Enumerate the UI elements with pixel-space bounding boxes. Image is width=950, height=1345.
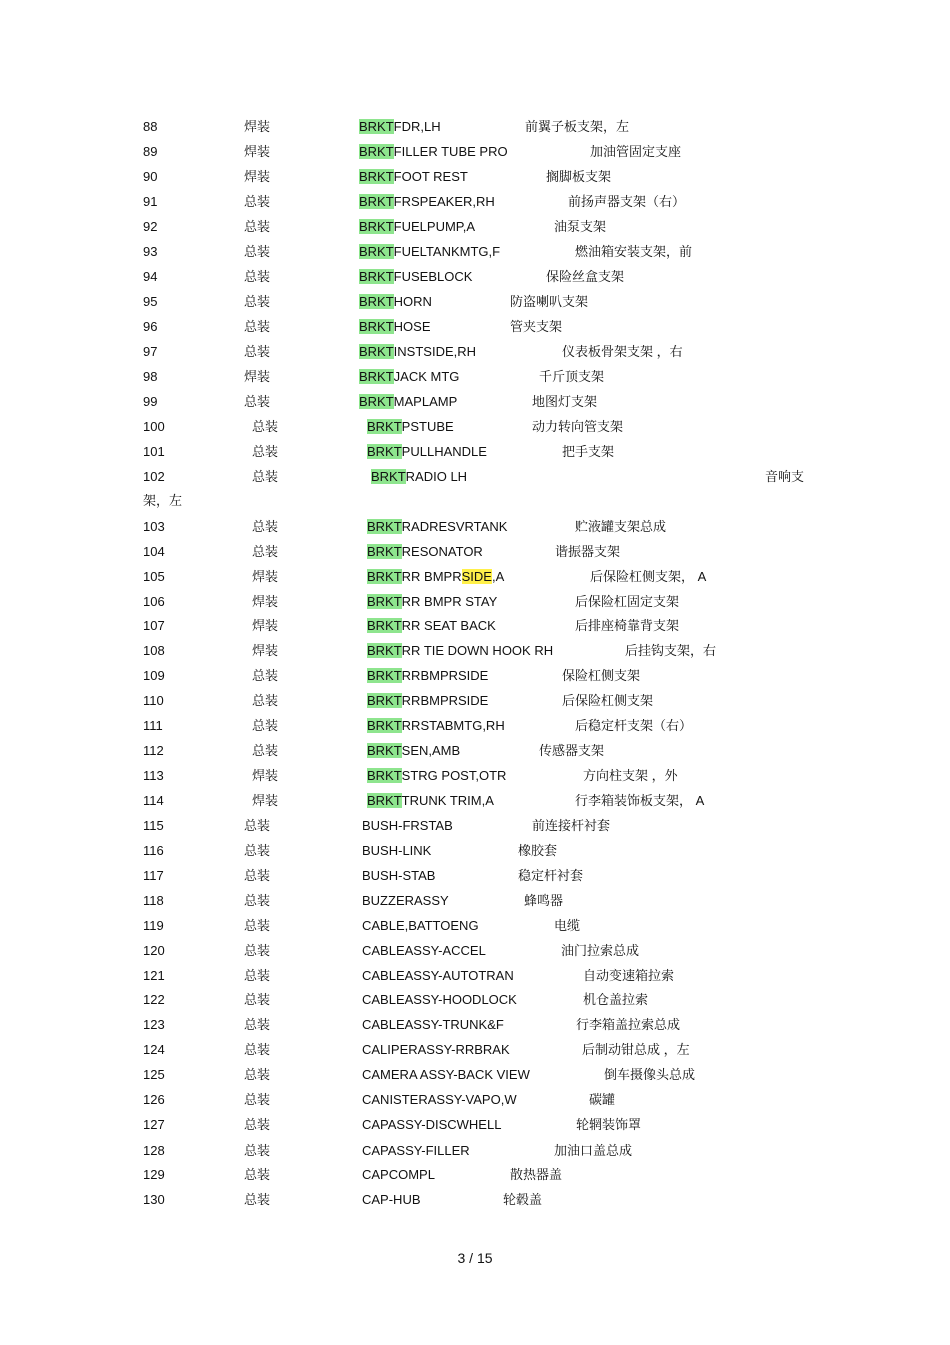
part-name [367,716,505,736]
part-name-text: CAP-HUB [362,1192,421,1207]
chinese-description: 轮毂盖 [503,1192,543,1207]
part-name-text: FOOT REST [393,169,468,184]
part-name-text: HOSE [393,319,431,334]
part-name-text: FILLER TUBE PRO [393,144,508,159]
table-row [0,966,950,986]
part-name-text: RR SEAT BACK [401,618,496,633]
chinese-description: 前扬声器支架（右） [568,194,686,209]
row-number: 101 [143,444,165,459]
table-row [0,417,950,437]
part-name [367,616,496,636]
highlight-prefix: BRKT [367,594,402,609]
part-name [367,542,483,562]
row-number: 92 [143,219,158,234]
part-name [367,567,504,587]
highlight-prefix: BRKT [359,319,394,334]
chinese-description: 加油口盖总成 [554,1143,633,1158]
part-name-text: PSTUBE [401,419,454,434]
part-name-text: CABLEASSY-HOODLOCK [362,992,517,1007]
chinese-description: 搁脚板支架 [546,169,612,184]
process-label: 总装 [244,219,271,234]
row-number: 119 [143,918,164,933]
chinese-description: 散热器盖 [510,1167,563,1182]
part-name-text: CANISTERASSY-VAPO,W [362,1092,517,1107]
chinese-description: 行李箱装饰板支架， A [575,793,705,808]
chinese-description: 地图灯支架 [532,394,598,409]
process-label: 总装 [244,843,271,858]
table-row [0,741,950,761]
process-label: 总装 [244,918,271,933]
row-number: 129 [143,1167,165,1182]
part-name [367,592,497,612]
part-name-text: FRSPEAKER,RH [393,194,495,209]
row-number: 113 [143,768,164,783]
process-label: 焊装 [252,793,279,808]
table-row [0,866,950,886]
row-number: 105 [143,569,165,584]
row-number: 89 [143,144,158,159]
table-row [0,891,950,911]
table-row [0,1040,950,1060]
highlight-prefix: BRKT [367,743,402,758]
part-name [359,167,468,187]
chinese-description: 把手支架 [562,444,615,459]
row-number: 115 [143,818,164,833]
table-row [0,1190,950,1210]
process-label: 总装 [252,419,279,434]
row-number: 97 [143,344,158,359]
chinese-description: 油门拉索总成 [561,943,640,958]
process-label: 焊装 [252,643,279,658]
chinese-description: 电缆 [554,918,581,933]
highlight-prefix: BRKT [359,119,394,134]
row-number: 100 [143,419,165,434]
part-name-text: BUZZERASSY [362,893,449,908]
row-number: 130 [143,1192,165,1207]
highlight-prefix: BRKT [367,519,402,534]
row-number: 109 [143,668,165,683]
table-row [0,1141,950,1161]
process-label: 总装 [244,968,271,983]
part-name [362,916,479,936]
table-row [0,442,950,462]
chinese-description: 谐振器支架 [555,544,621,559]
row-number: 98 [143,369,158,384]
chinese-description: 后保险杠固定支架 [575,594,680,609]
part-name-text: RRBMPRSIDE [401,668,489,683]
chinese-description: 后挂钩支架，右 [625,643,717,658]
row-number: 121 [143,968,165,983]
highlight-prefix: BRKT [359,294,394,309]
row-number: 116 [143,843,164,858]
row-number: 112 [143,743,164,758]
row-number: 111 [143,718,163,733]
highlight-yellow: SIDE [461,569,492,584]
table-row [0,167,950,187]
part-name [362,966,514,986]
process-label: 总装 [252,743,279,758]
table-row [0,791,950,811]
table-row [0,317,950,337]
table-row [0,567,950,587]
process-label: 总装 [244,1067,271,1082]
row-number: 110 [143,693,164,708]
part-name [362,1065,530,1085]
table-row [0,292,950,312]
table-row [0,392,950,412]
highlight-prefix: BRKT [371,469,406,484]
part-name [362,941,486,961]
part-name [362,841,431,861]
process-label: 总装 [244,344,271,359]
row-number: 107 [143,618,165,633]
table-row [0,192,950,212]
part-name [362,1115,501,1135]
chinese-description: 后排座椅靠背支架 [575,618,680,633]
table-row [0,1090,950,1110]
process-label: 总装 [244,194,271,209]
part-name [362,1040,510,1060]
highlight-prefix: BRKT [359,194,394,209]
row-number: 106 [143,594,165,609]
table-row [0,916,950,936]
process-label: 总装 [244,818,271,833]
row-number: 102 [143,469,165,484]
row-number: 91 [143,194,158,209]
part-name-suffix: ,A [491,569,505,584]
part-name-text: CAMERA ASSY-BACK VIEW [362,1067,530,1082]
process-label: 总装 [244,992,271,1007]
part-name [367,417,454,437]
chinese-description: 后保险杠侧支架， A [590,569,707,584]
part-name-text: CAPCOMPL [362,1167,435,1182]
chinese-description: 稳定杆衬套 [518,868,584,883]
table-row [0,666,950,686]
part-name [359,217,475,237]
part-name-text: JACK MTG [393,369,460,384]
highlight-prefix: BRKT [359,169,394,184]
part-name-text: TRUNK TRIM,A [401,793,494,808]
part-name [359,117,441,137]
part-name-text: RADIO LH [405,469,468,484]
table-row [0,1115,950,1135]
table-row [0,816,950,836]
process-label: 总装 [252,718,279,733]
table-row [0,691,950,711]
highlight-prefix: BRKT [367,618,402,633]
table-row [0,367,950,387]
table-row [0,267,950,287]
process-label: 总装 [244,1042,271,1057]
chinese-description: 前连接杆衬套 [532,818,611,833]
part-name [371,467,467,487]
highlight-prefix: BRKT [367,693,402,708]
process-label: 总装 [244,1117,271,1132]
process-label: 焊装 [244,119,271,134]
table-row [0,716,950,736]
highlight-prefix: BRKT [359,244,394,259]
part-name-text: FDR,LH [393,119,441,134]
chinese-description: 前翼子板支架，左 [525,119,630,134]
part-name-text: STRG POST,OTR [401,768,507,783]
chinese-description: 保险杠侧支架 [562,668,641,683]
table-row [0,217,950,237]
table-row [0,1015,950,1035]
chinese-description: 加油管固定支座 [590,144,682,159]
process-label: 总装 [244,294,271,309]
chinese-description: 橡胶套 [518,843,558,858]
process-label: 总装 [244,269,271,284]
highlight-prefix: BRKT [367,793,402,808]
part-name-text: BUSH-FRSTAB [362,818,453,833]
process-label: 总装 [244,868,271,883]
row-number: 93 [143,244,158,259]
highlight-prefix: BRKT [359,219,394,234]
chinese-description: 传感器支架 [539,743,605,758]
highlight-prefix: BRKT [359,269,394,284]
row-number: 99 [143,394,158,409]
table-row [0,242,950,262]
table-row [0,941,950,961]
part-name-text: PULLHANDLE [401,444,487,459]
part-name-text: RR TIE DOWN HOOK RH [401,643,554,658]
part-name [359,367,459,387]
page-number: 3 / 15 [457,1250,493,1266]
process-label: 总装 [244,1092,271,1107]
table-row [0,766,950,786]
part-name-text: RADRESVRTANK [401,519,508,534]
row-number: 103 [143,519,165,534]
process-label: 总装 [244,893,271,908]
chinese-description: 防盗喇叭支架 [510,294,589,309]
highlight-prefix: BRKT [359,369,394,384]
table-row [0,990,950,1010]
highlight-prefix: BRKT [359,394,394,409]
process-label: 总装 [244,1192,271,1207]
row-number: 124 [143,1042,165,1057]
part-name [359,342,476,362]
highlight-prefix: BRKT [367,643,402,658]
table-row [0,467,950,487]
process-label: 总装 [244,244,271,259]
process-label: 总装 [252,693,279,708]
highlight-prefix: BRKT [367,569,402,584]
chinese-description: 管夹支架 [510,319,563,334]
row-number: 128 [143,1143,165,1158]
table-row [0,517,950,537]
part-name [359,267,472,287]
process-label: 焊装 [252,594,279,609]
chinese-description: 碳罐 [589,1092,616,1107]
table-row [0,142,950,162]
part-name [362,866,435,886]
part-name [367,641,553,661]
process-label: 总装 [244,1017,271,1032]
part-name [362,990,517,1010]
row-number: 104 [143,544,165,559]
part-name [359,392,457,412]
highlight-prefix: BRKT [367,718,402,733]
highlight-prefix: BRKT [367,544,402,559]
process-label: 总装 [244,1167,271,1182]
part-name [359,142,508,162]
part-name [367,517,507,537]
process-label: 焊装 [252,569,279,584]
part-name-text: CABLEASSY-ACCEL [362,943,486,958]
process-label: 总装 [252,469,279,484]
chinese-description: 方向柱支架 ，外 [583,768,678,783]
part-name [362,1090,517,1110]
part-name-text: RRBMPRSIDE [401,693,489,708]
chinese-description: 后保险杠侧支架 [562,693,654,708]
highlight-prefix: BRKT [359,144,394,159]
part-name-text: RRSTABMTG,RH [401,718,505,733]
row-number: 90 [143,169,158,184]
row-number: 125 [143,1067,165,1082]
highlight-prefix: BRKT [367,668,402,683]
part-name-text: CAPASSY-FILLER [362,1143,470,1158]
row-number: 127 [143,1117,165,1132]
part-name [367,691,488,711]
process-label: 总装 [252,544,279,559]
process-label: 总装 [252,444,279,459]
table-row [0,1165,950,1185]
process-label: 焊装 [252,768,279,783]
part-name [362,816,453,836]
row-number: 88 [143,119,158,134]
chinese-description: 保险丝盒支架 [546,269,625,284]
chinese-description: 动力转向管支架 [532,419,624,434]
row-number: 96 [143,319,158,334]
part-name [362,1190,421,1210]
part-name [367,666,488,686]
part-name-text: RR BMPR STAY [401,594,498,609]
row-number: 123 [143,1017,165,1032]
part-name [362,1015,504,1035]
part-name-text: INSTSIDE,RH [393,344,477,359]
chinese-description: 后制动钳总成 ，左 [582,1042,690,1057]
process-label: 总装 [252,668,279,683]
process-label: 焊装 [244,144,271,159]
part-name [362,891,449,911]
part-name-text: MAPLAMP [393,394,458,409]
part-name-text: FUSEBLOCK [393,269,473,284]
row-number: 122 [143,992,165,1007]
part-name-text: RESONATOR [401,544,483,559]
chinese-description: 倒车摄像头总成 [604,1067,696,1082]
process-label: 总装 [244,394,271,409]
chinese-description: 蜂鸣器 [524,893,564,908]
chinese-description: 后稳定杆支架（右） [575,718,693,733]
chinese-description: 千斤顶支架 [539,369,605,384]
table-row [0,616,950,636]
part-name-text: RR BMPR [401,569,462,584]
row-number: 94 [143,269,158,284]
chinese-description: 贮液罐支架总成 [575,519,667,534]
part-name-text: CAPASSY-DISCWHELL [362,1117,502,1132]
row-number: 118 [143,893,164,908]
part-name [359,317,431,337]
process-label: 焊装 [244,369,271,384]
row-number: 126 [143,1092,165,1107]
part-name [359,192,495,212]
highlight-prefix: BRKT [367,444,402,459]
part-name [359,292,432,312]
part-name [362,1141,470,1161]
chinese-description: 燃油箱安装支架，前 [575,244,693,259]
part-name [367,442,487,462]
table-row [0,641,950,661]
part-name [362,1165,435,1185]
table-row [0,1065,950,1085]
row-number: 120 [143,943,165,958]
chinese-description: 轮辋装饰罩 [576,1117,642,1132]
process-label: 总装 [244,943,271,958]
part-name-text: FUELPUMP,A [393,219,476,234]
process-label: 焊装 [252,618,279,633]
part-name-text: CALIPERASSY-RRBRAK [362,1042,510,1057]
chinese-description: 仪表板骨架支架 ，右 [562,344,683,359]
process-label: 总装 [244,1143,271,1158]
part-name [367,766,506,786]
table-row [0,342,950,362]
table-row [0,117,950,137]
part-name-text: CABLE,BATTOENG [362,918,479,933]
table-row [0,542,950,562]
row-number: 108 [143,643,165,658]
part-name [359,242,500,262]
description-continuation: 架，左 [143,493,183,508]
table-row [0,841,950,861]
part-name-text: FUELTANKMTG,F [393,244,501,259]
process-label: 总装 [244,319,271,334]
part-name-text: BUSH-LINK [362,843,432,858]
part-name-text: CABLEASSY-AUTOTRAN [362,968,514,983]
part-name-text: BUSH-STAB [362,868,436,883]
row-number: 95 [143,294,158,309]
table-row [0,592,950,612]
part-name [367,741,460,761]
part-name-text: HORN [393,294,432,309]
row-number: 117 [143,868,164,883]
part-name-text: CABLEASSY-TRUNK&F [362,1017,504,1032]
highlight-prefix: BRKT [367,419,402,434]
highlight-prefix: BRKT [367,768,402,783]
chinese-description: 自动变速箱拉索 [583,968,675,983]
chinese-description: 行李箱盖拉索总成 [576,1017,681,1032]
row-number: 114 [143,793,164,808]
process-label: 焊装 [244,169,271,184]
chinese-description: 音响支 [765,469,805,484]
part-name-text: SEN,AMB [401,743,461,758]
part-name [367,791,494,811]
chinese-description: 机仓盖拉索 [583,992,649,1007]
process-label: 总装 [252,519,279,534]
chinese-description: 油泵支架 [554,219,607,234]
highlight-prefix: BRKT [359,344,394,359]
